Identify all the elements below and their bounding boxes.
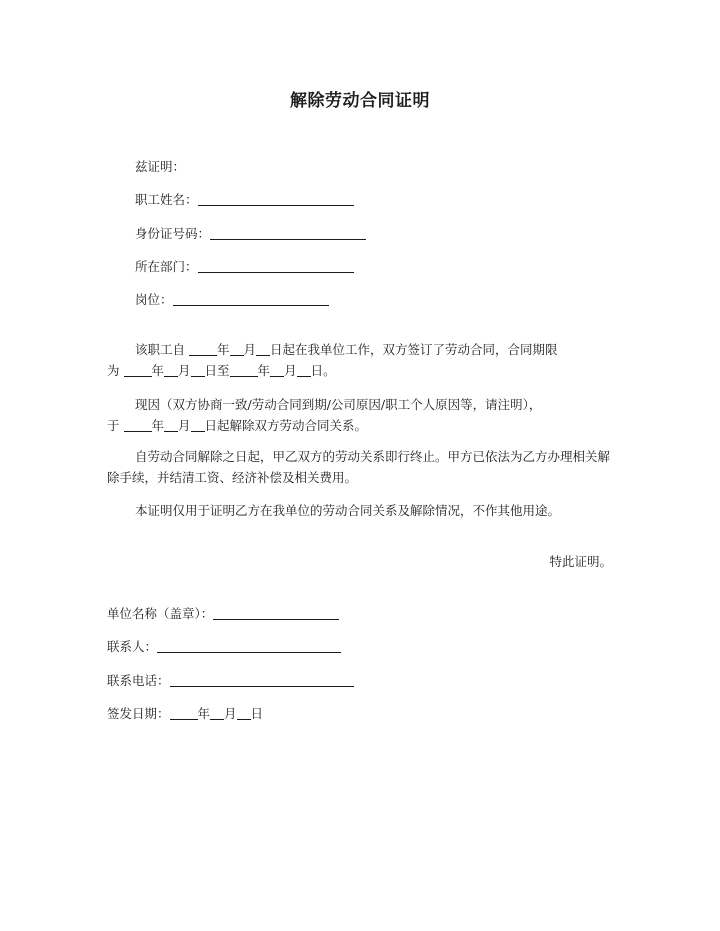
para1-year-blank[interactable] bbox=[189, 341, 217, 356]
issue-year-label: 年 bbox=[197, 706, 211, 721]
contact-label: 联系人： bbox=[107, 639, 158, 654]
para1-line1 bbox=[135, 341, 558, 359]
term-end-day-label: 日。 bbox=[310, 363, 336, 378]
department-label: 所在部门： bbox=[135, 259, 198, 274]
para2-line2 bbox=[107, 417, 367, 435]
department-field bbox=[135, 258, 354, 276]
termination-month-blank[interactable] bbox=[164, 417, 178, 432]
termination-month-label: 月 bbox=[178, 418, 191, 433]
para1-month-label: 月 bbox=[243, 342, 257, 357]
para1-day-text: 日起在我单位工作，双方签订了劳动合同，合同期限 bbox=[270, 342, 558, 357]
issue-month-label: 月 bbox=[224, 706, 237, 721]
para4: 本证明仅用于证明乙方在我单位的劳动合同关系及解除情况，不作其他用途。 bbox=[135, 503, 561, 518]
issue-day-label: 日 bbox=[250, 706, 264, 721]
contact-field bbox=[107, 638, 341, 656]
para1-start: 该职工自 bbox=[135, 342, 186, 357]
id-number-label: 身份证号码： bbox=[135, 226, 211, 241]
term-end-year-blank[interactable] bbox=[230, 362, 258, 377]
term-to-label: 日至 bbox=[204, 363, 230, 378]
termination-year-blank[interactable] bbox=[124, 417, 152, 432]
term-end-day-blank[interactable] bbox=[297, 362, 311, 377]
id-number-blank[interactable] bbox=[210, 225, 366, 240]
phone-field bbox=[107, 672, 354, 690]
contact-blank[interactable] bbox=[157, 638, 341, 653]
para3: 自劳动合同解除之日起，甲乙双方的劳动关系即行终止。甲方已依法为乙方办理相关解除手续，并结清工资、经济补偿及相关费用。 bbox=[107, 449, 611, 485]
term-start-year-label: 年 bbox=[151, 363, 165, 378]
issue-month-blank[interactable] bbox=[210, 705, 224, 720]
issue-day-blank[interactable] bbox=[237, 705, 251, 720]
para2-line1 bbox=[135, 396, 541, 414]
term-start-month-label: 月 bbox=[178, 363, 191, 378]
intro-text bbox=[135, 158, 185, 176]
employee-name-blank[interactable] bbox=[198, 191, 354, 206]
employee-name-field bbox=[135, 191, 354, 209]
issue-date-field bbox=[107, 705, 263, 723]
termination-end-text: 日起解除双方劳动合同关系。 bbox=[204, 418, 368, 433]
issue-year-blank[interactable] bbox=[170, 705, 198, 720]
termination-year-label: 年 bbox=[151, 418, 165, 433]
unit-name-label: 单位名称（盖章）： bbox=[107, 606, 214, 621]
phone-blank[interactable] bbox=[170, 672, 354, 687]
term-start-month-blank[interactable] bbox=[164, 362, 178, 377]
position-field bbox=[135, 291, 329, 309]
employee-name-label: 职工姓名： bbox=[135, 192, 198, 207]
issue-date-label: 签发日期： bbox=[107, 706, 170, 721]
para2-reason-text: 现因（双方协商一致/劳动合同到期/公司原因/职工个人原因等，请注明）， bbox=[135, 397, 542, 412]
para1-day-blank[interactable] bbox=[256, 341, 270, 356]
phone-label: 联系电话： bbox=[107, 673, 170, 688]
position-label: 岗位： bbox=[135, 292, 173, 307]
unit-name-blank[interactable] bbox=[213, 605, 339, 620]
closing-text: 特此证明。 bbox=[549, 554, 612, 569]
term-start-year-blank[interactable] bbox=[124, 362, 152, 377]
term-start-day-blank[interactable] bbox=[191, 362, 205, 377]
term-end-month-blank[interactable] bbox=[270, 362, 284, 377]
document-title: 解除劳动合同证明 bbox=[290, 91, 430, 111]
para1-month-blank[interactable] bbox=[230, 341, 244, 356]
position-blank[interactable] bbox=[173, 291, 329, 306]
para1-year-label: 年 bbox=[217, 342, 230, 357]
term-end-year-label: 年 bbox=[257, 363, 271, 378]
termination-day-blank[interactable] bbox=[191, 417, 205, 432]
para1-line2 bbox=[107, 362, 336, 380]
para2-line2-start: 于 bbox=[107, 418, 120, 433]
term-end-month-label: 月 bbox=[284, 363, 297, 378]
para1-line2-start: 为 bbox=[107, 363, 120, 378]
unit-name-field bbox=[107, 605, 339, 623]
intro-label: 兹证明： bbox=[135, 159, 186, 174]
department-blank[interactable] bbox=[198, 258, 354, 273]
id-number-field bbox=[135, 225, 366, 243]
